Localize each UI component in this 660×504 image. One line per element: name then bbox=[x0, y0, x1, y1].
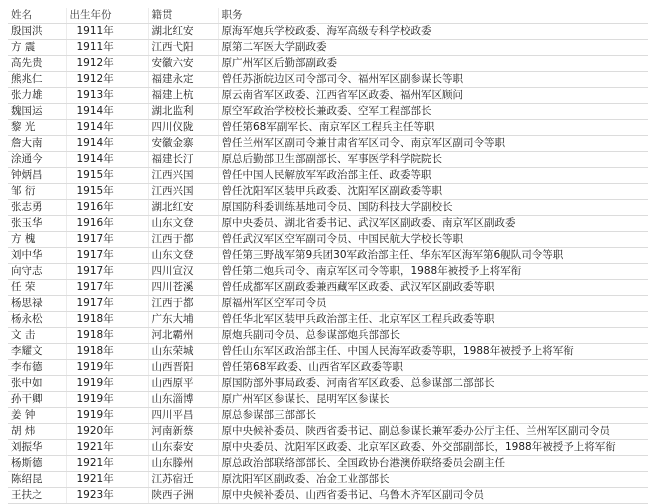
cell-name: 熊兆仁 bbox=[8, 72, 66, 88]
cell-native-place: 江西兴国 bbox=[148, 184, 218, 200]
cell-native-place: 福建长汀 bbox=[148, 152, 218, 168]
cell-name: 李耀文 bbox=[8, 344, 66, 360]
table-row bbox=[8, 232, 648, 248]
cell-native-place: 陕西子洲 bbox=[148, 488, 218, 504]
cell-birth-year: 1912年 bbox=[66, 72, 148, 88]
cell-name: 张力雄 bbox=[8, 88, 66, 104]
cell-birth-year: 1917年 bbox=[66, 232, 148, 248]
table-row bbox=[8, 456, 648, 472]
table-row bbox=[8, 408, 648, 424]
cell-name: 姜 钟 bbox=[8, 408, 66, 424]
cell-position: 曾任武汉军区空军副司令员、中国民航大学校长等职 bbox=[218, 232, 648, 248]
cell-birth-year: 1914年 bbox=[66, 104, 148, 120]
table-row bbox=[8, 392, 648, 408]
table-row bbox=[8, 296, 648, 312]
table-row bbox=[8, 280, 648, 296]
table-row bbox=[8, 136, 648, 152]
cell-native-place: 福建上杭 bbox=[148, 88, 218, 104]
cell-birth-year: 1912年 bbox=[66, 56, 148, 72]
table-row bbox=[8, 184, 648, 200]
cell-birth-year: 1917年 bbox=[66, 264, 148, 280]
cell-name: 邹 衍 bbox=[8, 184, 66, 200]
cell-birth-year: 1919年 bbox=[66, 376, 148, 392]
cell-birth-year: 1923年 bbox=[66, 488, 148, 504]
cell-native-place: 山西原平 bbox=[148, 376, 218, 392]
cell-position: 曾任第三野战军第9兵团30军政治部主任、华东军区海军第6舰队司令等职 bbox=[218, 248, 648, 264]
cell-name: 黎 光 bbox=[8, 120, 66, 136]
cell-position: 原中央委员、湖北省委书记、武汉军区副政委、南京军区副政委 bbox=[218, 216, 648, 232]
table-row bbox=[8, 104, 648, 120]
table-row bbox=[8, 328, 648, 344]
cell-birth-year: 1916年 bbox=[66, 200, 148, 216]
cell-birth-year: 1917年 bbox=[66, 280, 148, 296]
table-row bbox=[8, 120, 648, 136]
cell-native-place: 山东文登 bbox=[148, 216, 218, 232]
cell-position: 曾任中国人民解放军军政治部主任、政委等职 bbox=[218, 168, 648, 184]
cell-name: 涂通今 bbox=[8, 152, 66, 168]
cell-birth-year: 1920年 bbox=[66, 424, 148, 440]
cell-position: 原国防部外事局政委、河南省军区政委、总参谋部二部部长 bbox=[218, 376, 648, 392]
table-row bbox=[8, 440, 648, 456]
cell-native-place: 四川宣汉 bbox=[148, 264, 218, 280]
cell-name: 胡 炜 bbox=[8, 424, 66, 440]
cell-birth-year: 1918年 bbox=[66, 344, 148, 360]
cell-native-place: 山东滕州 bbox=[148, 456, 218, 472]
cell-position: 原福州军区空军司令员 bbox=[218, 296, 648, 312]
cell-native-place: 山东淄博 bbox=[148, 392, 218, 408]
cell-position: 曾任第二炮兵司令、南京军区司令等职，1988年被授予上将军衔 bbox=[218, 264, 648, 280]
cell-position: 曾任第68军副军长、南京军区工程兵主任等职 bbox=[218, 120, 648, 136]
cell-name: 刘中华 bbox=[8, 248, 66, 264]
cell-name: 詹大南 bbox=[8, 136, 66, 152]
cell-name: 杨永松 bbox=[8, 312, 66, 328]
cell-position: 原广州军区后勤部副政委 bbox=[218, 56, 648, 72]
cell-position: 原沈阳军区副政委、冶金工业部部长 bbox=[218, 472, 648, 488]
table-row bbox=[8, 168, 648, 184]
cell-native-place: 湖北监利 bbox=[148, 104, 218, 120]
cell-position: 原总后勤部卫生部副部长、军事医学科学院院长 bbox=[218, 152, 648, 168]
cell-position: 原广州军区参谋长、昆明军区参谋长 bbox=[218, 392, 648, 408]
cell-name: 杨斯德 bbox=[8, 456, 66, 472]
cell-native-place: 安徽金寨 bbox=[148, 136, 218, 152]
cell-birth-year: 1919年 bbox=[66, 408, 148, 424]
cell-name: 方 震 bbox=[8, 40, 66, 56]
table-row bbox=[8, 248, 648, 264]
table-row bbox=[8, 88, 648, 104]
cell-position: 原中央候补委员、山西省委书记、乌鲁木齐军区副司令员 bbox=[218, 488, 648, 504]
cell-native-place: 江西于都 bbox=[148, 296, 218, 312]
cell-birth-year: 1917年 bbox=[66, 296, 148, 312]
cell-birth-year: 1921年 bbox=[66, 472, 148, 488]
cell-name: 陈绍昆 bbox=[8, 472, 66, 488]
table-row bbox=[8, 200, 648, 216]
cell-name: 殷国洪 bbox=[8, 24, 66, 40]
cell-name: 张玉华 bbox=[8, 216, 66, 232]
table-row bbox=[8, 488, 648, 504]
cell-native-place: 江西于都 bbox=[148, 232, 218, 248]
cell-native-place: 山东文登 bbox=[148, 248, 218, 264]
cell-name: 张中如 bbox=[8, 376, 66, 392]
cell-native-place: 江西弋阳 bbox=[148, 40, 218, 56]
table-row bbox=[8, 56, 648, 72]
cell-native-place: 四川仪陇 bbox=[148, 120, 218, 136]
cell-name: 任 荣 bbox=[8, 280, 66, 296]
cell-birth-year: 1914年 bbox=[66, 120, 148, 136]
cell-position: 原云南省军区政委、江西省军区政委、福州军区顾问 bbox=[218, 88, 648, 104]
cell-birth-year: 1911年 bbox=[66, 40, 148, 56]
cell-birth-year: 1915年 bbox=[66, 168, 148, 184]
cell-birth-year: 1919年 bbox=[66, 360, 148, 376]
table-body bbox=[8, 24, 648, 504]
cell-native-place: 河南新蔡 bbox=[148, 424, 218, 440]
cell-name: 高先贵 bbox=[8, 56, 66, 72]
cell-name: 李布德 bbox=[8, 360, 66, 376]
cell-name: 魏国运 bbox=[8, 104, 66, 120]
cell-native-place: 山东泰安 bbox=[148, 440, 218, 456]
cell-birth-year: 1918年 bbox=[66, 312, 148, 328]
cell-birth-year: 1921年 bbox=[66, 440, 148, 456]
cell-name: 孙干卿 bbox=[8, 392, 66, 408]
cell-native-place: 河北霸州 bbox=[148, 328, 218, 344]
cell-position: 原中央委员、沈阳军区政委、北京军区政委、外交部副部长，1988年被授予上将军衔 bbox=[218, 440, 648, 456]
table-row bbox=[8, 344, 648, 360]
table-row bbox=[8, 312, 648, 328]
table-row bbox=[8, 40, 648, 56]
cell-native-place: 安徽六安 bbox=[148, 56, 218, 72]
cell-name: 张志勇 bbox=[8, 200, 66, 216]
cell-birth-year: 1919年 bbox=[66, 392, 148, 408]
cell-native-place: 江苏宿迁 bbox=[148, 472, 218, 488]
cell-position: 曾任第68军政委、山西省军区政委等职 bbox=[218, 360, 648, 376]
table-row bbox=[8, 360, 648, 376]
cell-native-place: 湖北红安 bbox=[148, 200, 218, 216]
spreadsheet bbox=[8, 8, 648, 504]
cell-name: 刘振华 bbox=[8, 440, 66, 456]
table-row bbox=[8, 72, 648, 88]
cell-position: 原中央候补委员、陕西省委书记、副总参谋长兼军委办公厅主任、兰州军区副司令员 bbox=[218, 424, 648, 440]
cell-position: 原总参谋部三部部长 bbox=[218, 408, 648, 424]
cell-native-place: 四川苍溪 bbox=[148, 280, 218, 296]
cell-native-place: 福建永定 bbox=[148, 72, 218, 88]
table-row bbox=[8, 376, 648, 392]
cell-birth-year: 1911年 bbox=[66, 24, 148, 40]
table-row bbox=[8, 152, 648, 168]
cell-birth-year: 1914年 bbox=[66, 152, 148, 168]
table-row bbox=[8, 216, 648, 232]
cell-birth-year: 1917年 bbox=[66, 248, 148, 264]
cell-native-place: 广东大埔 bbox=[148, 312, 218, 328]
cell-name: 王扶之 bbox=[8, 488, 66, 504]
cell-position: 曾任华北军区装甲兵政治部主任、北京军区工程兵政委等职 bbox=[218, 312, 648, 328]
cell-position: 曾任山东军区政治部主任、中国人民海军政委等职，1988年被授予上将军衔 bbox=[218, 344, 648, 360]
cell-position: 原海军炮兵学校政委、海军高级专科学校政委 bbox=[218, 24, 648, 40]
generals-table bbox=[8, 8, 648, 504]
cell-name: 钟炳昌 bbox=[8, 168, 66, 184]
column-header-native-place: 籍贯 bbox=[148, 8, 218, 24]
cell-position: 原国防科委训练基地司令员、国防科技大学副校长 bbox=[218, 200, 648, 216]
cell-birth-year: 1913年 bbox=[66, 88, 148, 104]
cell-birth-year: 1916年 bbox=[66, 216, 148, 232]
table-row bbox=[8, 264, 648, 280]
header-row bbox=[8, 8, 648, 24]
cell-native-place: 四川平昌 bbox=[148, 408, 218, 424]
table-row bbox=[8, 24, 648, 40]
column-header-position: 职务 bbox=[218, 8, 648, 24]
cell-birth-year: 1921年 bbox=[66, 456, 148, 472]
cell-position: 原空军政治学校校长兼政委、空军工程部部长 bbox=[218, 104, 648, 120]
cell-native-place: 山东荣城 bbox=[148, 344, 218, 360]
cell-native-place: 湖北红安 bbox=[148, 24, 218, 40]
cell-name: 方 槐 bbox=[8, 232, 66, 248]
cell-name: 文 击 bbox=[8, 328, 66, 344]
cell-position: 曾任苏浙皖边区司令部司令、福州军区副参谋长等职 bbox=[218, 72, 648, 88]
cell-position: 原总政治部联络部部长、全国政协台港澳侨联络委员会副主任 bbox=[218, 456, 648, 472]
column-header-name: 姓名 bbox=[8, 8, 66, 24]
cell-position: 曾任兰州军区副司令兼甘肃省军区司令、南京军区副司令等职 bbox=[218, 136, 648, 152]
cell-name: 杨思禄 bbox=[8, 296, 66, 312]
table-row bbox=[8, 424, 648, 440]
cell-native-place: 江西兴国 bbox=[148, 168, 218, 184]
cell-position: 曾任沈阳军区装甲兵政委、沈阳军区副政委等职 bbox=[218, 184, 648, 200]
cell-birth-year: 1918年 bbox=[66, 328, 148, 344]
cell-position: 曾任成都军区副政委兼西藏军区政委、武汉军区副政委等职 bbox=[218, 280, 648, 296]
cell-birth-year: 1915年 bbox=[66, 184, 148, 200]
cell-name: 向守志 bbox=[8, 264, 66, 280]
cell-position: 原第二军医大学副政委 bbox=[218, 40, 648, 56]
cell-position: 原炮兵副司令员、总参谋部炮兵部部长 bbox=[218, 328, 648, 344]
cell-native-place: 山西晋阳 bbox=[148, 360, 218, 376]
column-header-birth-year: 出生年份 bbox=[66, 8, 148, 24]
cell-birth-year: 1914年 bbox=[66, 136, 148, 152]
